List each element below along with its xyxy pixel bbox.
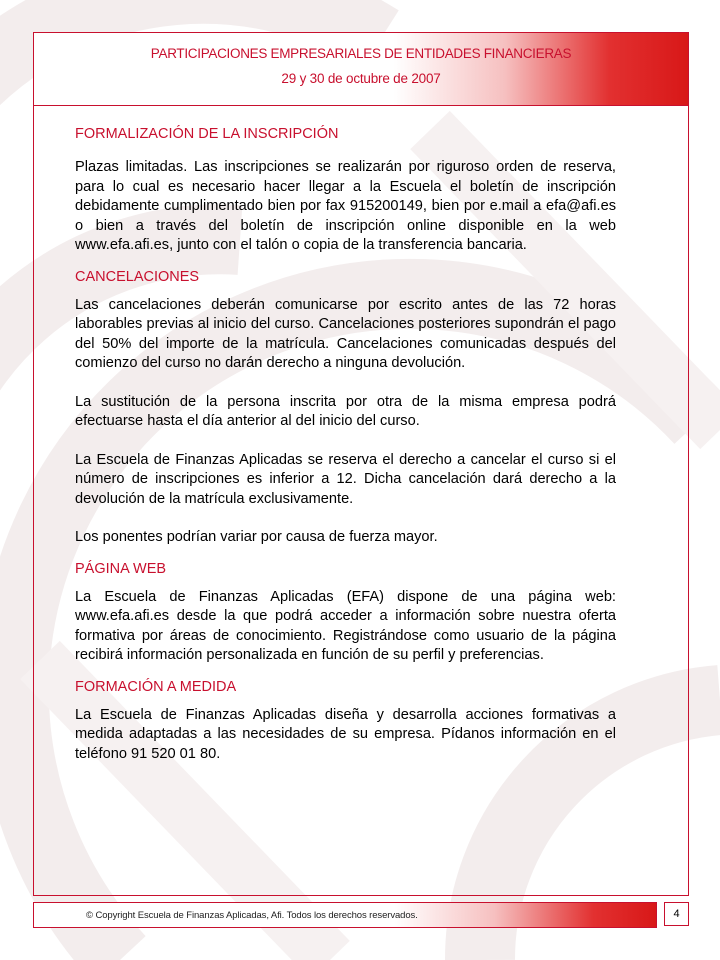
heading-pagina-web: PÁGINA WEB	[75, 560, 167, 577]
paragraph-formalizacion: Plazas limitadas. Las inscripciones se realizarán por riguroso orden de reserva, para lo cual es necesario hacer llegar a la Escuela el boletín de inscripción debidamente cumplimentado bien por fax 915200149, bien por e.mail a efa@afi.es o bien a través del boletín de inscripción online disponible en la web www.efa.afi.es, junto con el talón o copia de la transferencia bancaria.	[75, 159, 616, 253]
course-title: PARTICIPACIONES EMPRESARIALES DE ENTIDADES FINANCIERAS	[150, 46, 572, 61]
page-number: 4	[664, 902, 689, 926]
copyright-text: © Copyright Escuela de Finanzas Aplicadas, Afi. Todos los derechos reservados.	[86, 910, 418, 921]
heading-cancelaciones: CANCELACIONES	[75, 268, 200, 285]
paragraph-cancelaciones-1: Las cancelaciones deberán comunicarse por escrito antes de las 72 horas laborables previas al inicio del curso. Cancelaciones posteriores supondrán el pago del 50% del importe de la matrícula. Cancelaciones comunicadas después del comienzo del curso no darán derecho a ninguna devolución.	[75, 296, 616, 371]
page-frame	[33, 32, 689, 896]
main-content	[75, 125, 616, 764]
footer-bar	[33, 902, 657, 928]
paragraph-formacion-a-medida: La Escuela de Finanzas Aplicadas diseña y desarrolla acciones formativas a medida adaptadas a las necesidades de su empresa. Pídanos información en el teléfono 91 520 01 80.	[75, 706, 616, 762]
paragraph-cancelaciones-4: Los ponentes podrían variar por causa de fuerza mayor.	[75, 529, 438, 545]
header-banner	[34, 33, 688, 106]
paragraph-cancelaciones-2: La sustitución de la persona inscrita por otra de la misma empresa podrá efectuarse hasta el día anterior al del inicio del curso.	[75, 393, 616, 429]
paragraph-cancelaciones-3: La Escuela de Finanzas Aplicadas se reserva el derecho a cancelar el curso si el número de inscripciones es inferior a 12. Dicha cancelación dará derecho a la devolución de la matrícula exclusivamente.	[75, 451, 616, 507]
course-date: 29 y 30 de octubre de 2007	[281, 71, 441, 86]
paragraph-pagina-web: La Escuela de Finanzas Aplicadas (EFA) dispone de una página web: www.efa.afi.es desde la que podrá acceder a información sobre nuestra oferta formativa por áreas de conocimiento. Registrándose como usuario de la página recibirá información personalizada en función de su perfil y preferencias.	[75, 588, 616, 663]
heading-formacion-a-medida: FORMACIÓN A MEDIDA	[75, 678, 237, 695]
heading-formalizacion: FORMALIZACIÓN DE LA INSCRIPCIÓN	[75, 126, 339, 142]
